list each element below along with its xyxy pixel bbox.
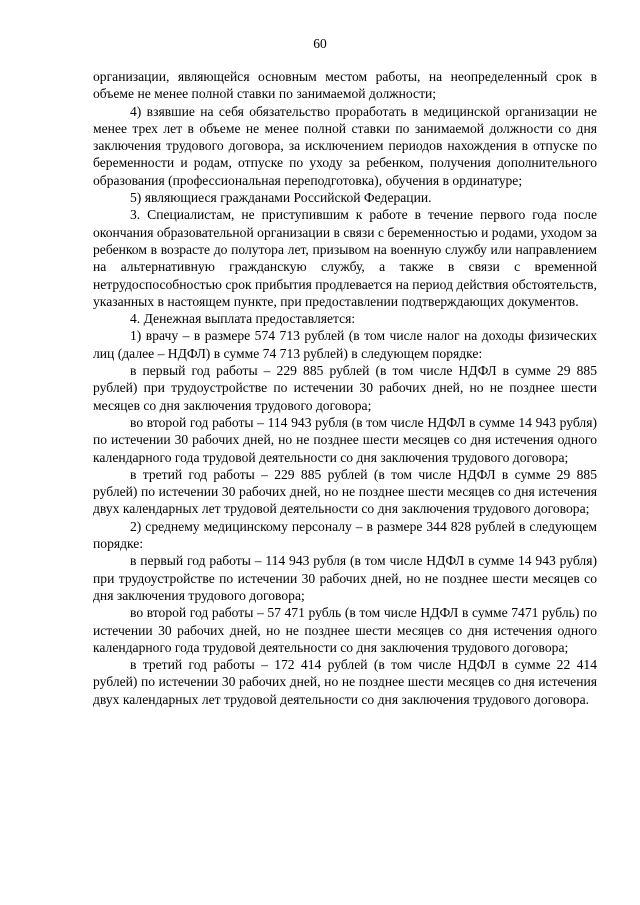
paragraph-section-3: 3. Специалистам, не приступившим к работе в течение первого года после окончания образовательной организации в связи с беременностью и родами, уходом за ребенком в возрасте до полутора лет, призывом на военную службу или направлением на альтернативную гражданскую службу, а также в связи с временной нетрудоспособностью срок прибытия продлевается на период действия обстоятельств, указанных в настоящем пункте, при предоставлении подтверждающих документов.: [93, 207, 597, 309]
paragraph-doctor-payment: 1) врачу – в размере 574 713 рублей (в том числе налог на доходы физических лиц (далее – НДФЛ) в сумме 74 713 рублей) в следующем порядке:: [93, 328, 597, 361]
paragraph-continuation: организации, являющейся основным местом работы, на неопределенный срок в объеме не менее полной ставки по занимаемой должности;: [93, 69, 597, 102]
paragraph-nurse-payment: 2) среднему медицинскому персоналу – в размере 344 828 рублей в следующем порядке:: [93, 518, 597, 552]
paragraph-doctor-year-3: в третий год работы – 229 885 рублей (в том числе НДФЛ в сумме 29 885 рублей) по истечении 30 рабочих дней, но не позднее шести месяцев со дня истечения двух календарных лет трудовой деятельности со дня заключения трудового договора;: [93, 466, 597, 517]
paragraph-item-4: 4) взявшие на себя обязательство проработать в медицинской организации не менее трех лет в объеме не менее полной ставки по занимаемой должности со дня заключения трудового договора, за исключением периодов нахождения в отпуске по беременности и родам, отпуске по уходу за ребенком, получения дополнительного образования (профессиональная переподготовка), обучения в ординатуре;: [93, 103, 597, 188]
page-number: 60: [313, 36, 327, 51]
paragraph-nurse-year-1: в первый год работы – 114 943 рубля (в том числе НДФЛ в сумме 14 943 рубля) при трудоустройстве по истечении 30 рабочих дней, но не позднее шести месяцев со дня заключения трудового договора;: [93, 553, 597, 603]
paragraph-doctor-year-1: в первый год работы – 229 885 рублей (в том числе НДФЛ в сумме 29 885 рублей) при трудоустройстве по истечении 30 рабочих дней, но не позднее шести месяцев со дня заключения трудового договора;: [93, 363, 597, 413]
paragraph-item-5: 5) являющиеся гражданами Российской Федерации.: [130, 190, 432, 206]
paragraph-doctor-year-2: во второй год работы – 114 943 рубля (в том числе НДФЛ в сумме 14 943 рубля) по истечении 30 рабочих дней, но не позднее шести месяцев со дня истечения одного календарного года трудовой деятельности со дня заключения трудового договора;: [93, 414, 597, 465]
paragraph-nurse-year-2: во второй год работы – 57 471 рубль (в том числе НДФЛ в сумме 7471 рубль) по истечении 30 рабочих дней, но не позднее шести месяцев со дня истечения одного календарного года трудовой деятельности со дня заключения трудового договора;: [93, 605, 597, 655]
paragraph-nurse-year-3: в третий год работы – 172 414 рублей (в том числе НДФЛ в сумме 22 414 рублей) по истечении 30 рабочих дней, но не позднее шести месяцев со дня истечения двух календарных лет трудовой деятельности со дня заключения трудового договора.: [93, 657, 597, 707]
paragraph-section-4: 4. Денежная выплата предоставляется:: [130, 311, 356, 327]
document-body: [93, 68, 597, 708]
